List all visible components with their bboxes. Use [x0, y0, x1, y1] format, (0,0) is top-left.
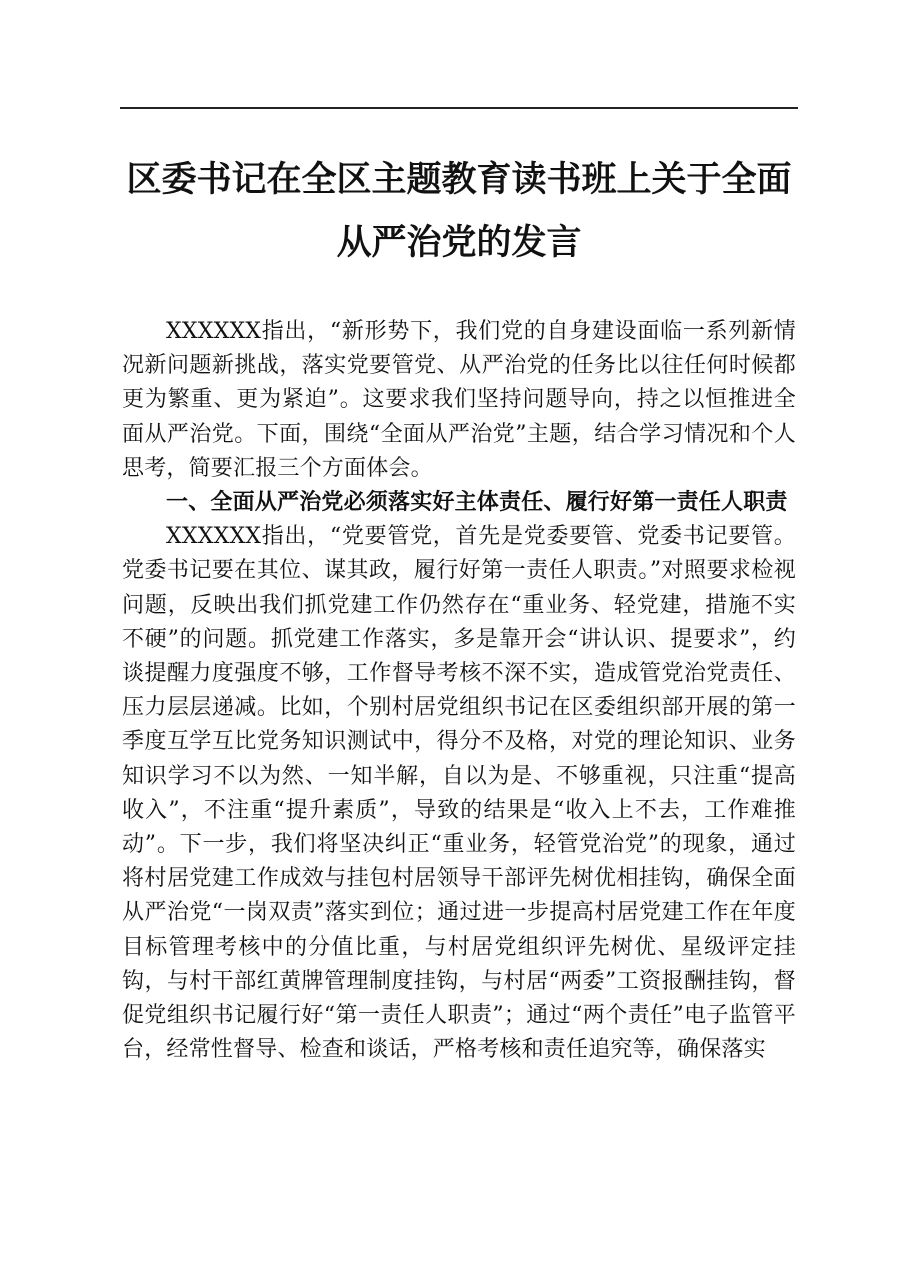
header-rule: [120, 107, 798, 109]
section-heading-1: 一、全面从严治党必须落实好主体责任、履行好第一责任人职责: [166, 490, 788, 516]
intro-paragraph: XXXXXX指出，“新形势下，我们党的自身建设面临一系列新情况新问题新挑战，落实党要管党、从严治党的任务比以往任何时候都更为繁重、更为紧迫”。这要求我们坚持问题导向，持之以恒推进全面从严治党。下面，围绕“全面从严治党”主题，结合学习情况和个人思考，简要汇报三个方面体会。: [122, 319, 796, 481]
section-1-paragraph: XXXXXX指出，“党要管党，首先是党委要管、党委书记要管。党委书记要在其位、谋其政，履行好第一责任人职责。”对照要求检视问题，反映出我们抓党建工作仍然存在“重业务、轻党建，措施不实不硬”的问题。抓党建工作落实，多是靠开会“讲认识、提要求”，约谈提醒力度强度不够，工作督导考核不深不实，造成管党治党责任、压力层层递减。比如，个别村居党组织书记在区委组织部开展的第一季度互学互比党务知识测试中，得分不及格，对党的理论知识、业务知识学习不以为然、一知半解，自以为是、不够重视，只注重“提高收入”，不注重“提升素质”，导致的结果是“收入上不去，工作难推动”。下一步，我们将坚决纠正“重业务，轻管党治党”的现象，通过将村居党建工作成效与挂包村居领导干部评先树优相挂钩，确保全面从严治党“一岗双责”落实到位；通过进一步提高村居党建工作在年度目标管理考核中的分值比重，与村居党组织评先树优、星级评定挂钩，与村干部红黄牌管理制度挂钩，与村居“两委”工资报酬挂钩，督促党组织书记履行好“第一责任人职责”；通过“两个责任”电子监管平台，经常性督导、检查和谈话，严格考核和责任追究等，确保落实: [122, 524, 796, 1063]
document-title: 区委书记在全区主题教育读书班上关于全面从严治党的发言: [126, 159, 792, 263]
document-body: [122, 315, 796, 1067]
